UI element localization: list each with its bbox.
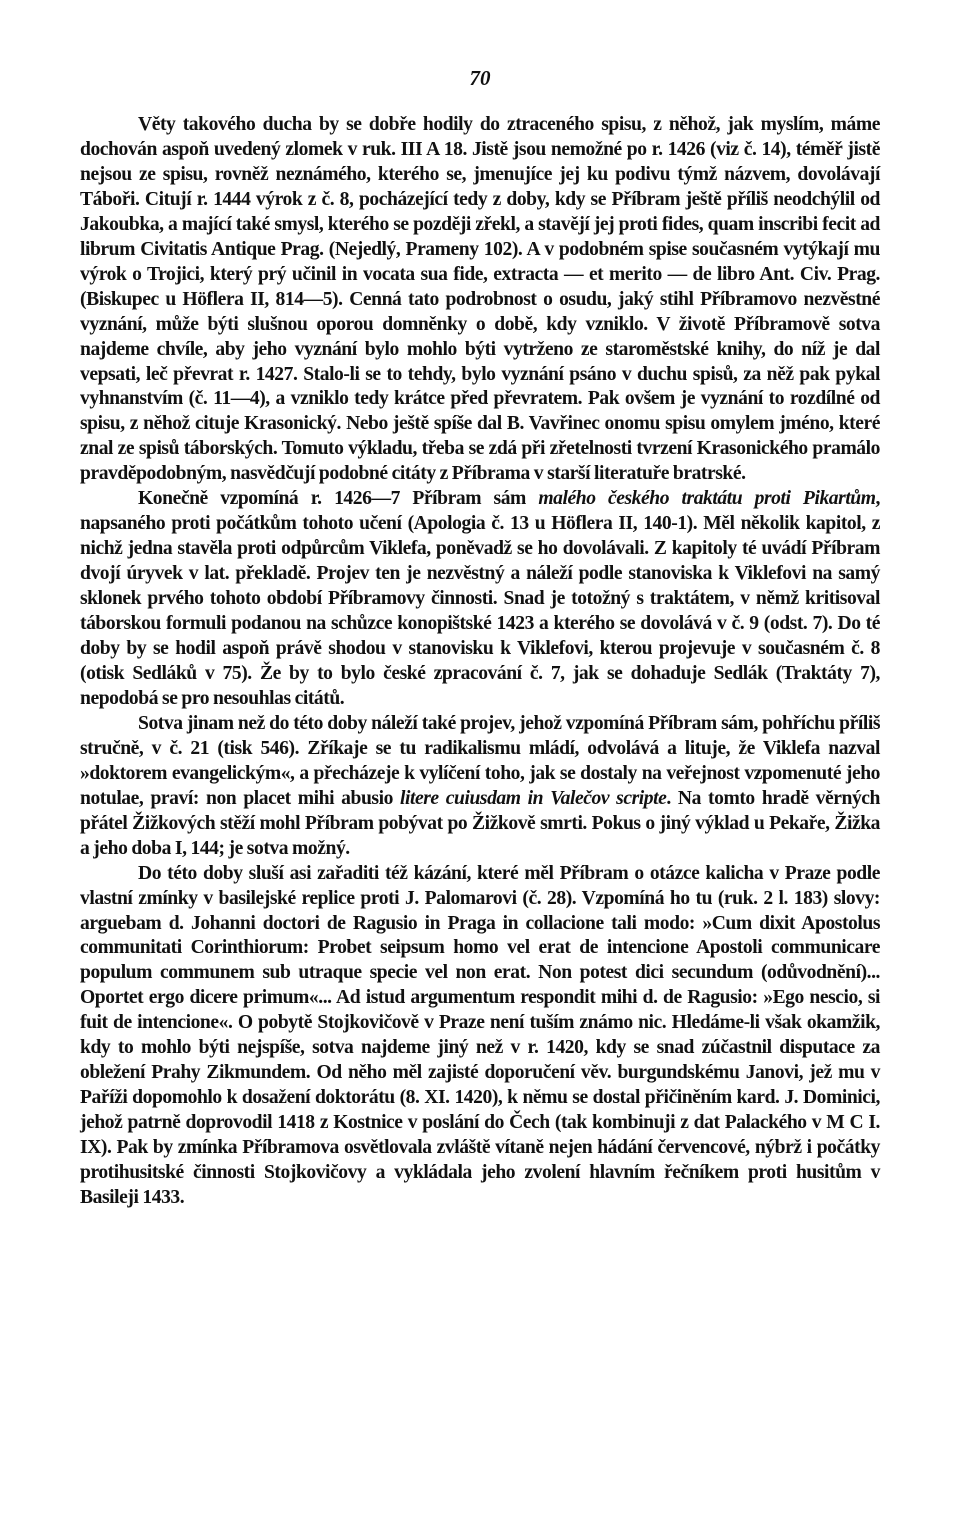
paragraph-3 bbox=[80, 712, 880, 862]
text-run: Do této doby sluší asi zařaditi též kázání, které měl Příbram o otázce kalicha v Praze podle vlastní zmínky v basilejské replice proti J. Palomarovi (č. 28). Vzpomíná ho tu (ruk. 2 l. 183) slovy: arguebam d. Johanni doctori de Ragusio in Praga in collacione tali modo: »Cum dixit Apostolus communitati Corinthiorum: Probet seipsum homo vel erat de intencione Apostoli communicare populum communem sub utraque specie vel non erat. Non potest dici secundum (odůvodnění)... Oportet ergo dicere primum«... Ad istud argumentum respondit mihi d. de Ragusio: »Ego nescio, si fuit de intencione«. O pobytě Stojkovičově v Praze není tuším známo nic. Hledáme-li však okamžik, kdy to mohlo býti nejspíše, sotva najdeme jiný než v r. 1420, kdy se snad zúčastnil disputace za obležení Prahy Zikmundem. Od něho měl zajisté doporučení věv. burgundskému Janovi, jež mu v Paříži dopomohlo k dosažení doktorátu (8. XI. 1420), k němu se dostal přičiněním kard. J. Dominici, jehož patrně doprovodil 1418 z Kostnice v poslání do Čech (tak kombinuji z dat Palackého v M C I. IX). Pak by zmínka Příbramova osvětlovala zvláště vítaně nejen hádání červencové, nýbrž i počátky protihusitské činnosti Stojkovičovy a vykládala jeho zvolení hlavním řečníkem proti husitům v Basileji 1433. bbox=[80, 862, 880, 1208]
paragraph-1 bbox=[80, 113, 880, 487]
page-number: 70 bbox=[469, 66, 491, 90]
text-run: Konečně vzpomíná r. 1426—7 Příbram sám bbox=[138, 488, 539, 510]
text-run: , napsaného proti počátkům tohoto učení (Apologia č. 13 u Höflera II, 140-1). Měl několik kapitol, z nichž jedna stavěla proti odpůrcům Viklefa, poněvadž se ho dovolávali. Z kapitoly té uvádí Příbram dvojí úryvek v lat. překladě. Projev ten je nezvěstný a náleží podle stanoviska k Viklefovi na samý sklonek prvého tohoto období Příbramovy činnosti. Snad je totožný s traktátem, v němž kritisoval táborskou formuli podanou na schůzce konopištské 1423 a kterého se dovolává v č. 9 (odst. 7). Do té doby by se hodil aspoň právě shodou v stanovisku k Viklefovi, kterou projevuje v současném č. 8 (otisk Sedláků v 75). Že by to bylo české zpracování č. 7, jak se dohaduje Sedlák (Traktáty 7), nepodobá se pro nesouhlas citátů. bbox=[80, 488, 880, 709]
text-run: Věty takového ducha by se dobře hodily do ztraceného spisu, z něhož, jak myslím, máme dochován aspoň uvedený zlomek v ruk. III A 18. Jistě jsou nemožné po r. 1426 (viz č. 14), téměř jistě nejsou ze spisu, rovněž neznámého, kterého se, jmenujíce jej ku podivu týmž názvem, dovolávají Táboři. Citují r. 1444 výrok z č. 8, pocházející tedy z doby, kdy se Příbram ještě příliš neodchýlil od Jakoubka, a mající také smysl, kterého se později zřekl, a stavějí jej proti fides, quam inscribi fecit ad librum Civitatis Antique Prag. (Nejedlý, Prameny 102). A v podobném spise současném vytýkají mu výrok o Trojici, který prý učinil in vocata sua fide, extracta — et merito — de libro Ant. Civ. Prag. (Biskupec u Höflera II, 814—5). Cenná tato podrobnost o osudu, jaký stihl Příbramovo nezvěstné vyznání, může býti slušnou oporou domněnky o době, kdy vzniklo. V životě Příbramově sotva najdeme chvíle, aby jeho vyznání bylo mohlo býti vytrženo ze staroměstské knihy, do níž je dal vepsati, leč převrat r. 1427. Stalo-li se to tehdy, bylo vyznání psáno v duchu spisů, za něž pak pykal vyhnanstvím (č. 11—4), a vzniklo tedy krátce před převratem. Pak ovšem je vyznání to rozdílné od spisu, z něhož cituje Krasonický. Nebo ještě spíše dal B. Vavřinec onomu spisu omylem jméno, které znal ze spisů táborských. Tomuto výkladu, třeba se zdá při zřetelnosti tvrzení Krasonického pramálo pravděpodobným, nasvědčují podobné citáty z Příbrama v starší literatuře bratrské. bbox=[80, 114, 880, 485]
text-run: Sotva jinam než do této doby náleží také projev, jehož vzpomíná Příbram sám, pohříchu příliš stručně, v č. 21 (tisk 546). Zříkaje se tu radikalismu mládí, odvolává a lituje, že Viklefa nazval »doktorem evangelickým«, a přecházeje k vylíčení toho, jak se dostaly na veřejnost vzpomenuté jeho notulae, praví: non placet mihi abusio bbox=[80, 712, 880, 809]
body-text bbox=[80, 113, 880, 1211]
paragraph-4 bbox=[80, 862, 880, 1211]
paragraph-2 bbox=[80, 487, 880, 712]
text-run: . Na tomto hradě věrných přátel Žižkových stěží mohl Příbram pobývat po Žižkově smrti. Pokus o jiný výklad u Pekaře, Žižka a jeho doba I, 144; je sotva možný. bbox=[80, 787, 880, 859]
italic-quote: litere cuiusdam in Valečov scripte bbox=[400, 787, 667, 809]
italic-title: malého českého traktátu proti Pikartům bbox=[538, 488, 876, 510]
